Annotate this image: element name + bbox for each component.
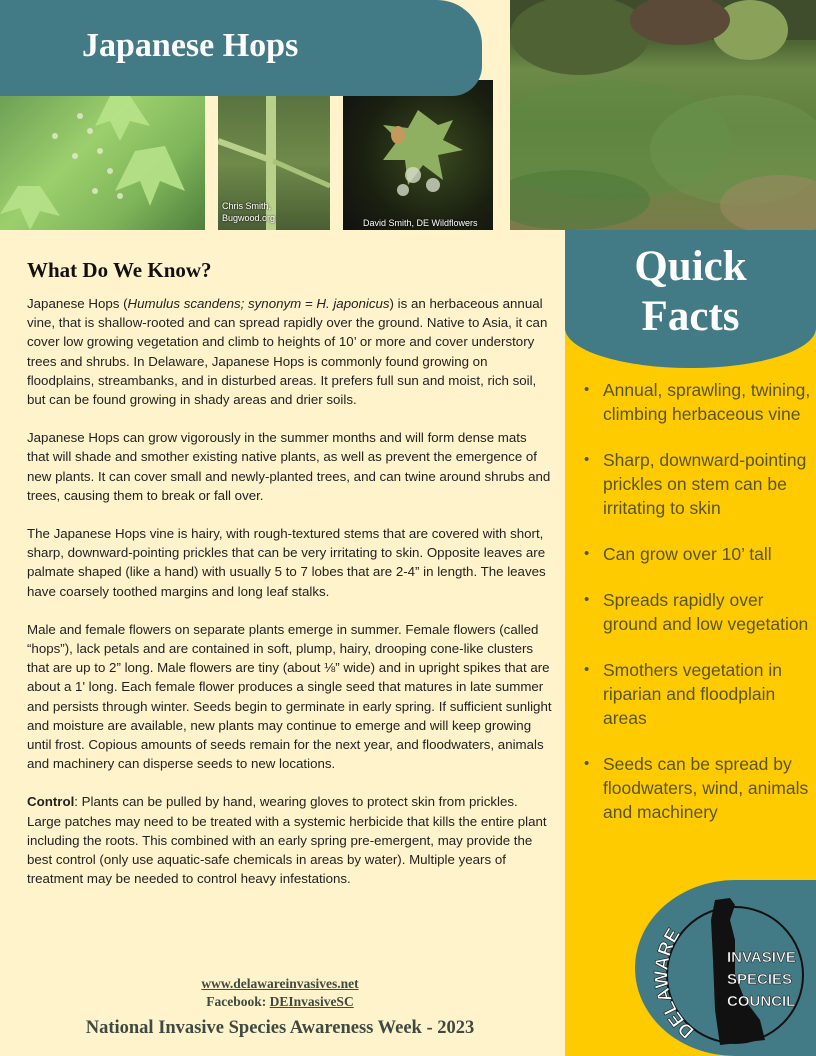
main-content	[27, 256, 552, 888]
growth-paragraph: Japanese Hops can grow vigorously in the summer months and will form dense mats that will shade and smother existing native plants, as well as prevent the emergence of new plants. It can cover small and newly-planted trees, and can twine around shrubs and trees, causing them to break or fall over.	[27, 430, 551, 503]
bullet-icon: •	[584, 451, 590, 468]
fact-item: • Can grow over 10’ tall	[584, 544, 772, 564]
photo-credit-line1: Chris Smith,	[222, 201, 272, 211]
website-link[interactable]: www.delawareinvasives.net	[201, 976, 359, 991]
section-heading: What Do We Know?	[27, 258, 212, 282]
control-paragraph: Control: Plants can be pulled by hand, wearing gloves to protect skin from prickles. Large patches may need to be treated with a systemic herbicide that kills the entire plant including the roots. This combined with an early spring pre-emergent, may provide the best control (only use aquatic-safe chemicals in areas by water). Multiple years of treatment may be needed to control heavy infestations.	[27, 794, 547, 887]
description-paragraph: The Japanese Hops vine is hairy, with rough-textured stems that are covered with short, sharp, downward-pointing prickles that can be very irritating to skin. Opposite leaves are palmate shaped (like a hand) with usually 5 to 7 lobes that are 2-4” in length. The leaves have coarsely toothed margins and long leaf stalks.	[27, 526, 546, 599]
quick-facts-sidebar	[565, 230, 816, 1056]
fact-item: • Seeds can be spread by floodwaters, wind, animals and machinery	[584, 754, 809, 822]
svg-text:COUNCIL: COUNCIL	[727, 993, 796, 1010]
intro-paragraph: Japanese Hops (Humulus scandens; synonym = H. japonicus) is an herbaceous annual vine, that is shallow-rooted and can spread rapidly over the ground. Native to Asia, it can cover low growing vegetation and climb to heights of 10’ or more and cover understory trees and shrubs. In Delaware, Japanese Hops is commonly found growing on floodplains, streambanks, and in disturbed areas. It prefers full sun and moist, rich soil, but can be found growing in shady areas and drier soils.	[27, 296, 548, 408]
facebook-link[interactable]: DEInvasiveSC	[269, 994, 354, 1009]
control-label: Control	[27, 794, 75, 810]
infestation-field-photo	[510, 0, 816, 230]
event-title: National Invasive Species Awareness Week - 2023	[85, 1018, 475, 1038]
bullet-icon: •	[584, 661, 590, 678]
svg-text:DELAWARE: DELAWARE	[651, 925, 699, 1043]
bullet-icon: •	[584, 545, 590, 562]
quick-facts-list	[575, 378, 811, 846]
fact-item: • Spreads rapidly over ground and low vegetation	[584, 590, 809, 634]
svg-text:SPECIES: SPECIES	[727, 971, 793, 988]
fact-item: • Sharp, downward-pointing prickles on stem can be irritating to skin	[584, 450, 807, 518]
contact-links	[0, 975, 560, 1011]
hop-leaf-illustration	[0, 96, 205, 230]
svg-text:INVASIVE: INVASIVE	[727, 949, 796, 966]
bullet-icon: •	[584, 755, 590, 772]
page-title: Japanese Hops	[82, 27, 299, 64]
quick-facts-header	[565, 230, 816, 368]
hop-flower-illustration	[343, 80, 493, 230]
photo-credit: David Smith, DE Wildflowers	[363, 218, 478, 228]
bullet-icon: •	[584, 381, 590, 398]
photo-credit-line2: Bugwood.org	[222, 213, 276, 223]
flowers-paragraph: Male and female flowers on separate plants emerge in summer. Female flowers (called “hops”), lack petals and are contained in soft, plump, hairy, drooping cone-like clusters that are up to 2” long. Male flowers are tiny (about ⅛” wide) and in upright spikes that are about a 1' long. Each female flower produces a single seed that matures in late summer and persists through winter. Seeds begin to germinate in early spring. If sufficient sunlight and moisture are available, new plants may continue to emerge and will keep growing until frost. Copious amounts of seeds remain for the next year, and floodwaters, animals and machinery can disperse seeds to new locations.	[27, 621, 552, 772]
quick-facts-title: Quick Facts	[634, 243, 747, 340]
council-logo	[635, 880, 816, 1056]
female-flower-photo	[343, 80, 493, 230]
facebook-label: Facebook:	[206, 994, 270, 1009]
field-vegetation-illustration	[510, 0, 816, 230]
delaware-state-logo-icon	[635, 880, 816, 1056]
fact-item: • Annual, sprawling, twining, climbing herbaceous vine	[584, 380, 811, 424]
leaves-flowers-photo	[0, 96, 205, 230]
stem-photo	[218, 96, 330, 230]
fact-item: • Smothers vegetation in riparian and floodplain areas	[584, 660, 782, 728]
bullet-icon: •	[584, 591, 590, 608]
header-banner	[0, 0, 482, 96]
scientific-name: Humulus scandens; synonym = H. japonicus	[127, 296, 390, 311]
